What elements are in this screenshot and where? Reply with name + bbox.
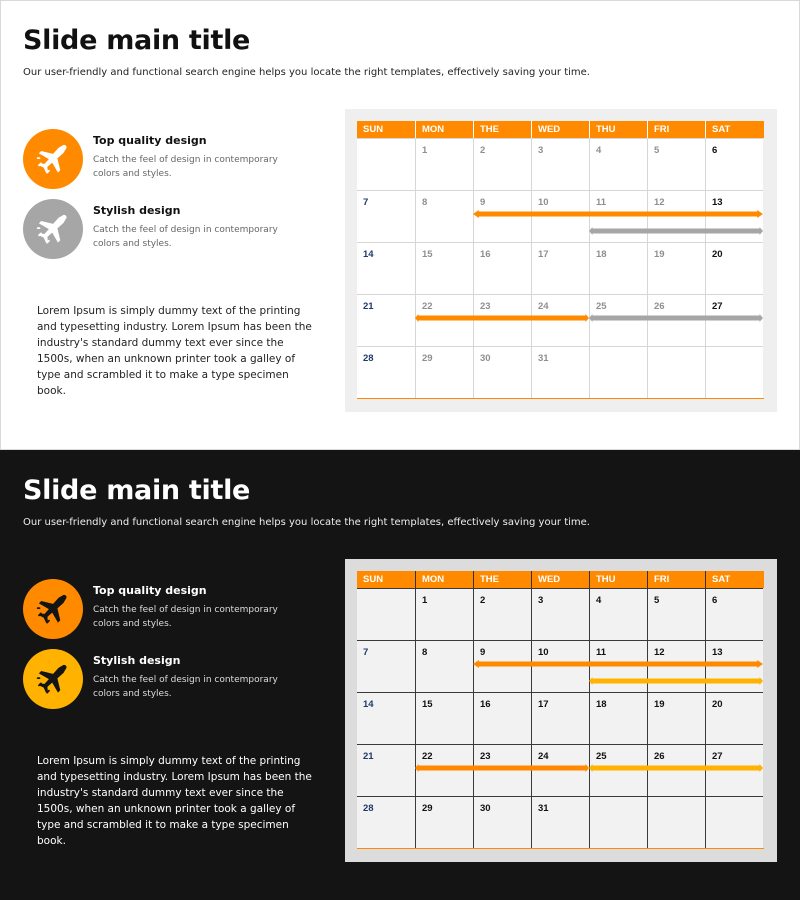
calendar-day-cell[interactable]: 14: [357, 242, 415, 294]
calendar-day-cell[interactable]: [589, 346, 647, 398]
calendar-day-cell[interactable]: 11: [589, 640, 647, 692]
calendar-day-cell[interactable]: 5: [647, 138, 705, 190]
weekday-label: SAT: [705, 571, 763, 588]
weekday-label: MON: [415, 571, 473, 588]
calendar-day-cell[interactable]: 25: [589, 294, 647, 346]
calendar-day-cell[interactable]: 9: [473, 640, 531, 692]
calendar-day-cell[interactable]: 13: [705, 190, 763, 242]
calendar-day-cell[interactable]: 16: [473, 692, 531, 744]
calendar-day-cell[interactable]: 30: [473, 346, 531, 398]
weekday-label: FRI: [647, 121, 705, 138]
calendar-day-cell[interactable]: 29: [415, 796, 473, 848]
calendar-day-cell[interactable]: 10: [531, 640, 589, 692]
calendar-day-cell[interactable]: [647, 346, 705, 398]
calendar-week: [357, 242, 764, 294]
slide-dark: [0, 450, 800, 900]
weekday-label: MON: [415, 121, 473, 138]
calendar-day-cell[interactable]: [357, 138, 415, 190]
calendar-day-cell[interactable]: 3: [531, 588, 589, 640]
calendar-day-cell[interactable]: 30: [473, 796, 531, 848]
feature-title: Stylish design: [93, 654, 181, 667]
calendar-day-cell[interactable]: 31: [531, 346, 589, 398]
calendar-day-cell[interactable]: 20: [705, 692, 763, 744]
calendar-bottom-rule: [357, 398, 764, 399]
event-span-arrow[interactable]: [589, 764, 763, 772]
calendar-week: [357, 692, 764, 744]
body-paragraph: Lorem Ipsum is simply dummy text of the printing and typesetting industry. Lorem Ipsum has been the industry's standard dummy text ever since the 1500s, when an unknown printer took a galley of type and scrambled it to make a type specimen book.: [37, 755, 312, 847]
calendar-day-cell[interactable]: 3: [531, 138, 589, 190]
event-span-arrow[interactable]: [473, 660, 763, 668]
event-span-arrow[interactable]: [589, 227, 763, 235]
calendar-day-cell[interactable]: [589, 796, 647, 848]
calendar-day-cell[interactable]: 10: [531, 190, 589, 242]
calendar-day-cell[interactable]: [647, 796, 705, 848]
calendar-week: [357, 796, 764, 848]
calendar-day-cell[interactable]: 8: [415, 190, 473, 242]
airplane-icon: [23, 579, 83, 639]
calendar-day-cell[interactable]: 15: [415, 242, 473, 294]
calendar-day-cell[interactable]: 12: [647, 190, 705, 242]
feature-item: [23, 199, 303, 261]
calendar-day-cell[interactable]: 26: [647, 294, 705, 346]
calendar-day-cell[interactable]: 24: [531, 294, 589, 346]
calendar-day-cell[interactable]: 25: [589, 744, 647, 796]
event-span-arrow[interactable]: [473, 210, 763, 218]
weekday-label: SAT: [705, 121, 763, 138]
calendar-day-cell[interactable]: 1: [415, 588, 473, 640]
calendar-day-cell[interactable]: 7: [357, 190, 415, 242]
weekday-label: FRI: [647, 571, 705, 588]
weekday-label: THU: [589, 571, 647, 588]
calendar-header: [357, 121, 764, 138]
calendar-day-cell[interactable]: 19: [647, 692, 705, 744]
calendar-day-cell[interactable]: 19: [647, 242, 705, 294]
calendar-day-cell[interactable]: 2: [473, 588, 531, 640]
feature-description: Catch the feel of design in contemporary colors and styles.: [93, 155, 278, 179]
slide-title: Slide main title: [23, 475, 251, 506]
calendar-week: [357, 588, 764, 640]
weekday-label: THE: [473, 121, 531, 138]
feature-description: Catch the feel of design in contemporary colors and styles.: [93, 675, 278, 699]
slide-subtitle: Our user-friendly and functional search engine helps you locate the right templates, effectively saving your time.: [23, 517, 590, 528]
calendar-day-cell[interactable]: [705, 346, 763, 398]
calendar-day-cell[interactable]: 23: [473, 744, 531, 796]
calendar-day-cell[interactable]: 28: [357, 346, 415, 398]
calendar-day-cell[interactable]: 24: [531, 744, 589, 796]
calendar-day-cell[interactable]: 31: [531, 796, 589, 848]
weekday-label: THE: [473, 571, 531, 588]
slide-title: Slide main title: [23, 25, 251, 56]
weekday-label: WED: [531, 571, 589, 588]
calendar-day-cell[interactable]: [705, 796, 763, 848]
calendar-day-cell[interactable]: 4: [589, 138, 647, 190]
airplane-icon: [23, 199, 83, 259]
calendar: [357, 121, 764, 399]
airplane-icon: [23, 129, 83, 189]
calendar-day-cell[interactable]: 26: [647, 744, 705, 796]
calendar-day-cell[interactable]: 12: [647, 640, 705, 692]
event-span-arrow[interactable]: [415, 764, 589, 772]
calendar-day-cell[interactable]: 13: [705, 640, 763, 692]
weekday-label: WED: [531, 121, 589, 138]
calendar-panel: [345, 559, 777, 862]
weekday-label: SUN: [363, 574, 384, 585]
feature-description: Catch the feel of design in contemporary colors and styles.: [93, 605, 278, 629]
calendar-day-cell[interactable]: 29: [415, 346, 473, 398]
calendar-week: [357, 346, 764, 398]
calendar-day-cell[interactable]: 18: [589, 692, 647, 744]
weekday-label: SUN: [363, 124, 384, 135]
feature-item: [23, 649, 303, 711]
calendar: [357, 571, 764, 849]
calendar-day-cell[interactable]: 17: [531, 242, 589, 294]
event-span-arrow[interactable]: [415, 314, 589, 322]
feature-title: Stylish design: [93, 204, 181, 217]
event-span-arrow[interactable]: [589, 314, 763, 322]
calendar-bottom-rule: [357, 848, 764, 849]
calendar-week: [357, 138, 764, 190]
calendar-day-cell[interactable]: 4: [589, 588, 647, 640]
feature-title: Top quality design: [93, 134, 207, 147]
calendar-day-cell[interactable]: 20: [705, 242, 763, 294]
calendar-day-cell[interactable]: 14: [357, 692, 415, 744]
calendar-day-cell[interactable]: 6: [705, 588, 763, 640]
calendar-day-cell[interactable]: 8: [415, 640, 473, 692]
calendar-day-cell[interactable]: [357, 588, 415, 640]
calendar-day-cell[interactable]: 17: [531, 692, 589, 744]
calendar-day-cell[interactable]: 2: [473, 138, 531, 190]
calendar-day-cell[interactable]: 6: [705, 138, 763, 190]
feature-description: Catch the feel of design in contemporary colors and styles.: [93, 225, 278, 249]
feature-item: [23, 579, 303, 641]
calendar-day-cell[interactable]: 27: [705, 744, 763, 796]
calendar-day-cell[interactable]: 22: [415, 294, 473, 346]
slide-subtitle: Our user-friendly and functional search engine helps you locate the right templates, effectively saving your time.: [23, 67, 590, 78]
calendar-day-cell[interactable]: 9: [473, 190, 531, 242]
calendar-day-cell[interactable]: 21: [357, 294, 415, 346]
calendar-day-cell[interactable]: 22: [415, 744, 473, 796]
weekday-label: THU: [589, 121, 647, 138]
calendar-day-cell[interactable]: 5: [647, 588, 705, 640]
calendar-grid: [357, 588, 764, 848]
body-paragraph: Lorem Ipsum is simply dummy text of the printing and typesetting industry. Lorem Ipsum has been the industry's standard dummy text ever since the 1500s, when an unknown printer took a galley of type and scrambled it to make a type specimen book.: [37, 305, 312, 397]
calendar-day-cell[interactable]: 21: [357, 744, 415, 796]
calendar-day-cell[interactable]: 15: [415, 692, 473, 744]
calendar-day-cell[interactable]: 28: [357, 796, 415, 848]
calendar-day-cell[interactable]: 11: [589, 190, 647, 242]
event-span-arrow[interactable]: [589, 677, 763, 685]
calendar-day-cell[interactable]: 27: [705, 294, 763, 346]
calendar-day-cell[interactable]: 16: [473, 242, 531, 294]
calendar-day-cell[interactable]: 1: [415, 138, 473, 190]
calendar-day-cell[interactable]: 23: [473, 294, 531, 346]
feature-item: [23, 129, 303, 191]
calendar-panel: [345, 109, 777, 412]
calendar-header: [357, 571, 764, 588]
feature-title: Top quality design: [93, 584, 207, 597]
calendar-day-cell[interactable]: 18: [589, 242, 647, 294]
airplane-icon: [23, 649, 83, 709]
calendar-day-cell[interactable]: 7: [357, 640, 415, 692]
calendar-grid: [357, 138, 764, 398]
